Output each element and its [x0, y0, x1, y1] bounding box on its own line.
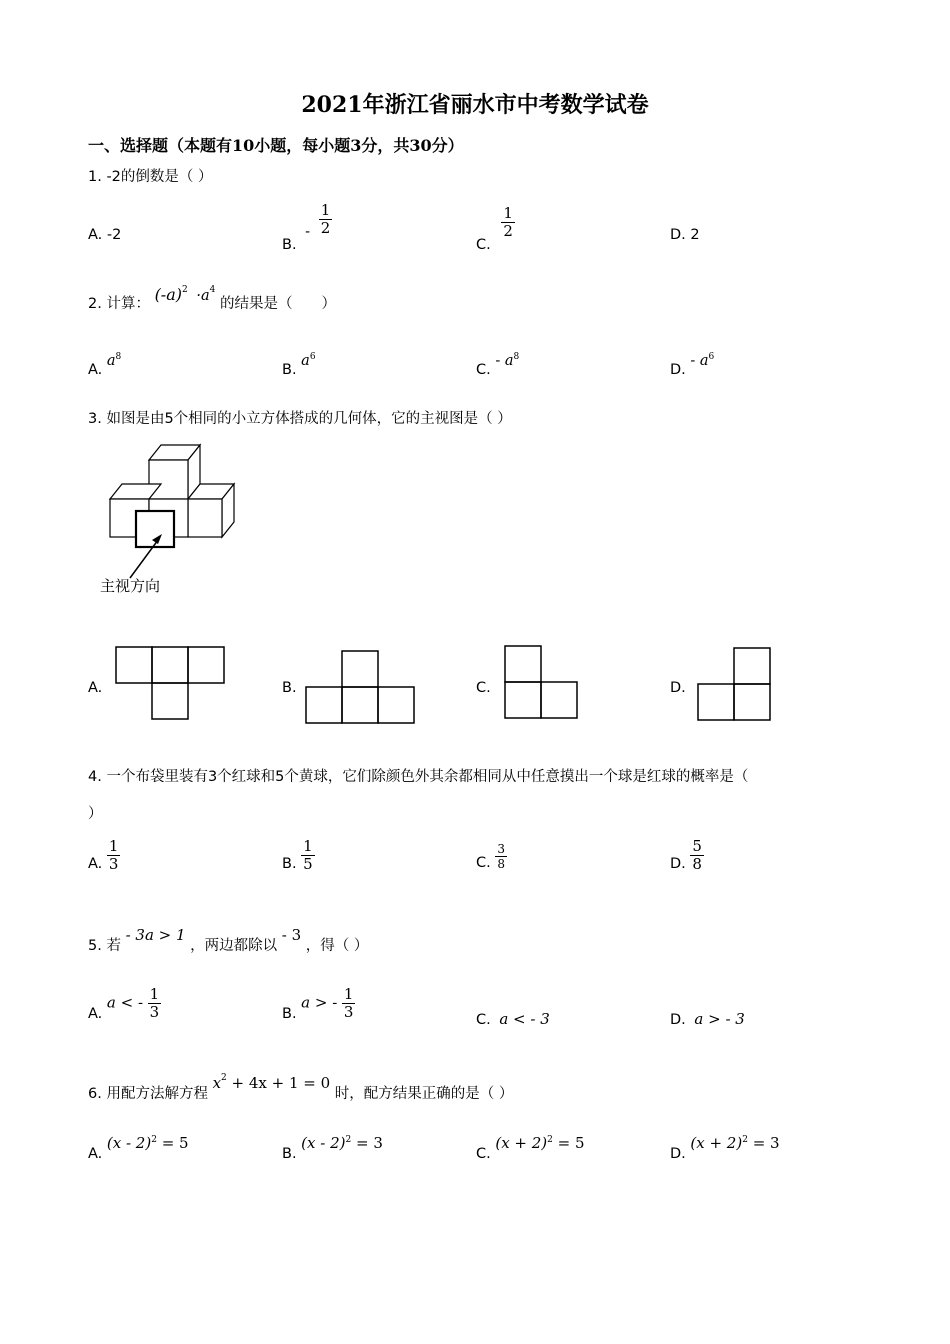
q6-eq-exp: 2: [221, 1073, 227, 1084]
q6-option-d-base: (x + 2): [690, 1134, 743, 1152]
q3-option-a-figure: [115, 646, 225, 722]
q4-option-a-fraction: [107, 838, 121, 873]
q5-prefix: 5. 若: [88, 938, 121, 954]
q4-option-a: [88, 838, 120, 873]
q2-suffix: 的结果是（ ）: [219, 296, 336, 312]
q2-option-b: [282, 352, 316, 378]
q6-option-a-label: A.: [88, 1146, 103, 1162]
q1-option-a: A. -2: [88, 227, 122, 243]
q5-stem: [88, 926, 369, 955]
q3-option-d-figure: [697, 647, 773, 723]
q6-stem: [88, 1073, 514, 1103]
q6-option-b-exp: 2: [345, 1135, 352, 1146]
q4-option-c-denominator: 8: [497, 857, 505, 871]
q2-option-b-label: B.: [282, 361, 297, 378]
q5-option-b: [282, 986, 355, 1021]
q4-option-d: [670, 838, 704, 873]
q6-option-d-exp: 2: [742, 1135, 748, 1146]
q6-option-d-label: D.: [670, 1146, 686, 1162]
q5-mid: ，两边都除以: [190, 938, 278, 954]
q6-option-a-rhs: = 5: [156, 1134, 189, 1152]
q6-option-b-label: B.: [282, 1146, 297, 1162]
q5-option-a-expr: a < -: [106, 993, 144, 1012]
cube-figure: [100, 440, 250, 555]
q4-stem-line1: 4. 一个布袋里装有3个红球和5个黄球，它们除颜色外其余都相同从中任意摸出一个球是红球的概率是（: [88, 769, 749, 785]
q2-option-b-exp: 6: [309, 352, 316, 362]
q5-inequality: - 3a > 1: [125, 926, 186, 944]
q4-option-a-label: A.: [88, 855, 103, 872]
q1-option-b-fraction: [319, 202, 333, 237]
q2-option-d-exp: 6: [708, 352, 715, 362]
q1-option-c-label: C.: [476, 236, 491, 253]
q6-option-b-rhs: = 3: [351, 1134, 383, 1152]
q2-option-c-base: - a: [495, 352, 514, 369]
q4-option-c-numerator: 3: [497, 842, 505, 856]
q5-option-a-label: A.: [88, 1005, 103, 1022]
q4-option-b-numerator: 1: [303, 837, 313, 855]
q4-option-a-denominator: 3: [108, 855, 119, 873]
q2-option-c-label: C.: [476, 361, 491, 378]
q6-option-b-base: (x - 2): [301, 1134, 346, 1152]
q2-stem: [88, 285, 336, 313]
q1-option-c-denominator: 2: [503, 222, 513, 240]
q4-stem-line2: ）: [88, 806, 103, 822]
q1-option-c-numerator: 1: [503, 204, 513, 222]
q2-option-d: [670, 352, 715, 378]
q2-option-a-exp: 8: [115, 352, 122, 362]
q2-expr-exp2: 4: [209, 285, 216, 296]
q4-option-d-denominator: 8: [692, 855, 702, 873]
q1-option-b: [282, 201, 332, 253]
q4-option-c: [476, 842, 507, 871]
q6-option-b: [282, 1134, 383, 1162]
q5-option-b-expr: a > -: [301, 993, 338, 1012]
q3-stem: 3. 如图是由5个相同的小立方体搭成的几何体，它的主视图是（ ）: [88, 411, 512, 427]
q6-eq-x: x: [212, 1074, 222, 1092]
q6-option-a: [88, 1134, 189, 1162]
q3-option-d-label: D.: [670, 680, 686, 696]
q5-option-b-numerator: 1: [343, 985, 354, 1003]
q6-option-c-label: C.: [476, 1146, 491, 1162]
q5-option-a-numerator: 1: [149, 985, 160, 1003]
q4-option-b: [282, 838, 315, 873]
q6-eq-rest: + 4x + 1 = 0: [226, 1074, 331, 1092]
view-direction-label: 主视方向: [100, 577, 161, 595]
q5-option-b-denominator: 3: [343, 1003, 354, 1021]
q2-option-a: [88, 352, 122, 378]
q6-option-c-rhs: = 5: [552, 1134, 585, 1152]
q5-option-d: [670, 1010, 745, 1028]
q6-option-c: [476, 1134, 585, 1162]
q4-option-c-fraction: [495, 842, 507, 871]
q1-option-c: [476, 204, 515, 253]
q5-option-c: [476, 1010, 550, 1028]
q5-option-b-fraction: [342, 986, 356, 1021]
q6-option-c-base: (x + 2): [495, 1134, 548, 1152]
q1-option-d: D. 2: [670, 227, 700, 243]
q5-option-a-denominator: 3: [149, 1003, 160, 1021]
q5-option-c-label: C.: [476, 1012, 491, 1028]
q4-option-d-label: D.: [670, 855, 686, 872]
q2-option-d-base: - a: [690, 352, 709, 369]
q2-option-a-label: A.: [88, 361, 103, 378]
q2-option-c-exp: 8: [513, 352, 520, 362]
q5-option-d-expr: a > - 3: [694, 1010, 745, 1028]
q1-option-b-numerator: 1: [320, 201, 331, 219]
q6-option-c-exp: 2: [547, 1135, 553, 1146]
q4-option-b-fraction: [301, 838, 315, 873]
q4-option-b-label: B.: [282, 855, 297, 872]
q6-option-d-rhs: = 3: [747, 1134, 780, 1152]
q5-option-d-label: D.: [670, 1012, 686, 1028]
q3-option-b-label: B.: [282, 680, 297, 696]
q5-divisor: - 3: [281, 926, 302, 944]
q5-option-b-label: B.: [282, 1005, 297, 1022]
q2-expr-dot: ·a: [196, 288, 210, 304]
q1-option-b-label: B.: [282, 236, 297, 253]
q4-option-c-label: C.: [476, 854, 491, 871]
q3-option-b-figure: [305, 650, 417, 726]
q3-option-c-label: C.: [476, 680, 491, 696]
page-title: 2021年浙江省丽水市中考数学试卷: [301, 92, 649, 118]
q2-expr-exp1: 2: [182, 285, 188, 296]
q5-suffix: ，得（ ）: [305, 938, 369, 954]
q2-option-b-base: a: [301, 352, 310, 369]
q5-option-a-fraction: [148, 986, 162, 1021]
q1-option-b-sign: -: [305, 223, 311, 240]
q4-option-d-numerator: 5: [692, 837, 702, 855]
q4-option-b-denominator: 5: [303, 855, 313, 873]
q4-option-a-numerator: 1: [108, 837, 119, 855]
q5-option-c-expr: a < - 3: [499, 1010, 550, 1028]
q3-option-a-label: A.: [88, 680, 103, 696]
q5-option-a: [88, 986, 161, 1021]
q2-option-a-base: a: [106, 352, 116, 369]
q2-option-c: [476, 352, 520, 378]
section-heading: 一、选择题（本题有10小题，每小题3分，共30分）: [88, 136, 464, 155]
q6-option-a-exp: 2: [151, 1135, 157, 1146]
q1-stem: 1. -2的倒数是（ ）: [88, 169, 213, 185]
q3-option-c-figure: [504, 645, 580, 721]
q6-suffix: 时，配方结果正确的是（ ）: [334, 1086, 514, 1102]
q4-option-d-fraction: [690, 838, 704, 873]
q2-prefix: 2. 计算：: [88, 296, 150, 312]
q6-prefix: 6. 用配方法解方程: [88, 1086, 208, 1102]
q2-expr-base: (-a): [154, 285, 182, 304]
q6-option-a-base: (x - 2): [106, 1134, 152, 1152]
q1-option-c-fraction: [501, 205, 515, 240]
q2-option-d-label: D.: [670, 361, 686, 378]
q1-option-b-denominator: 2: [320, 219, 331, 237]
q6-option-d: [670, 1134, 780, 1162]
